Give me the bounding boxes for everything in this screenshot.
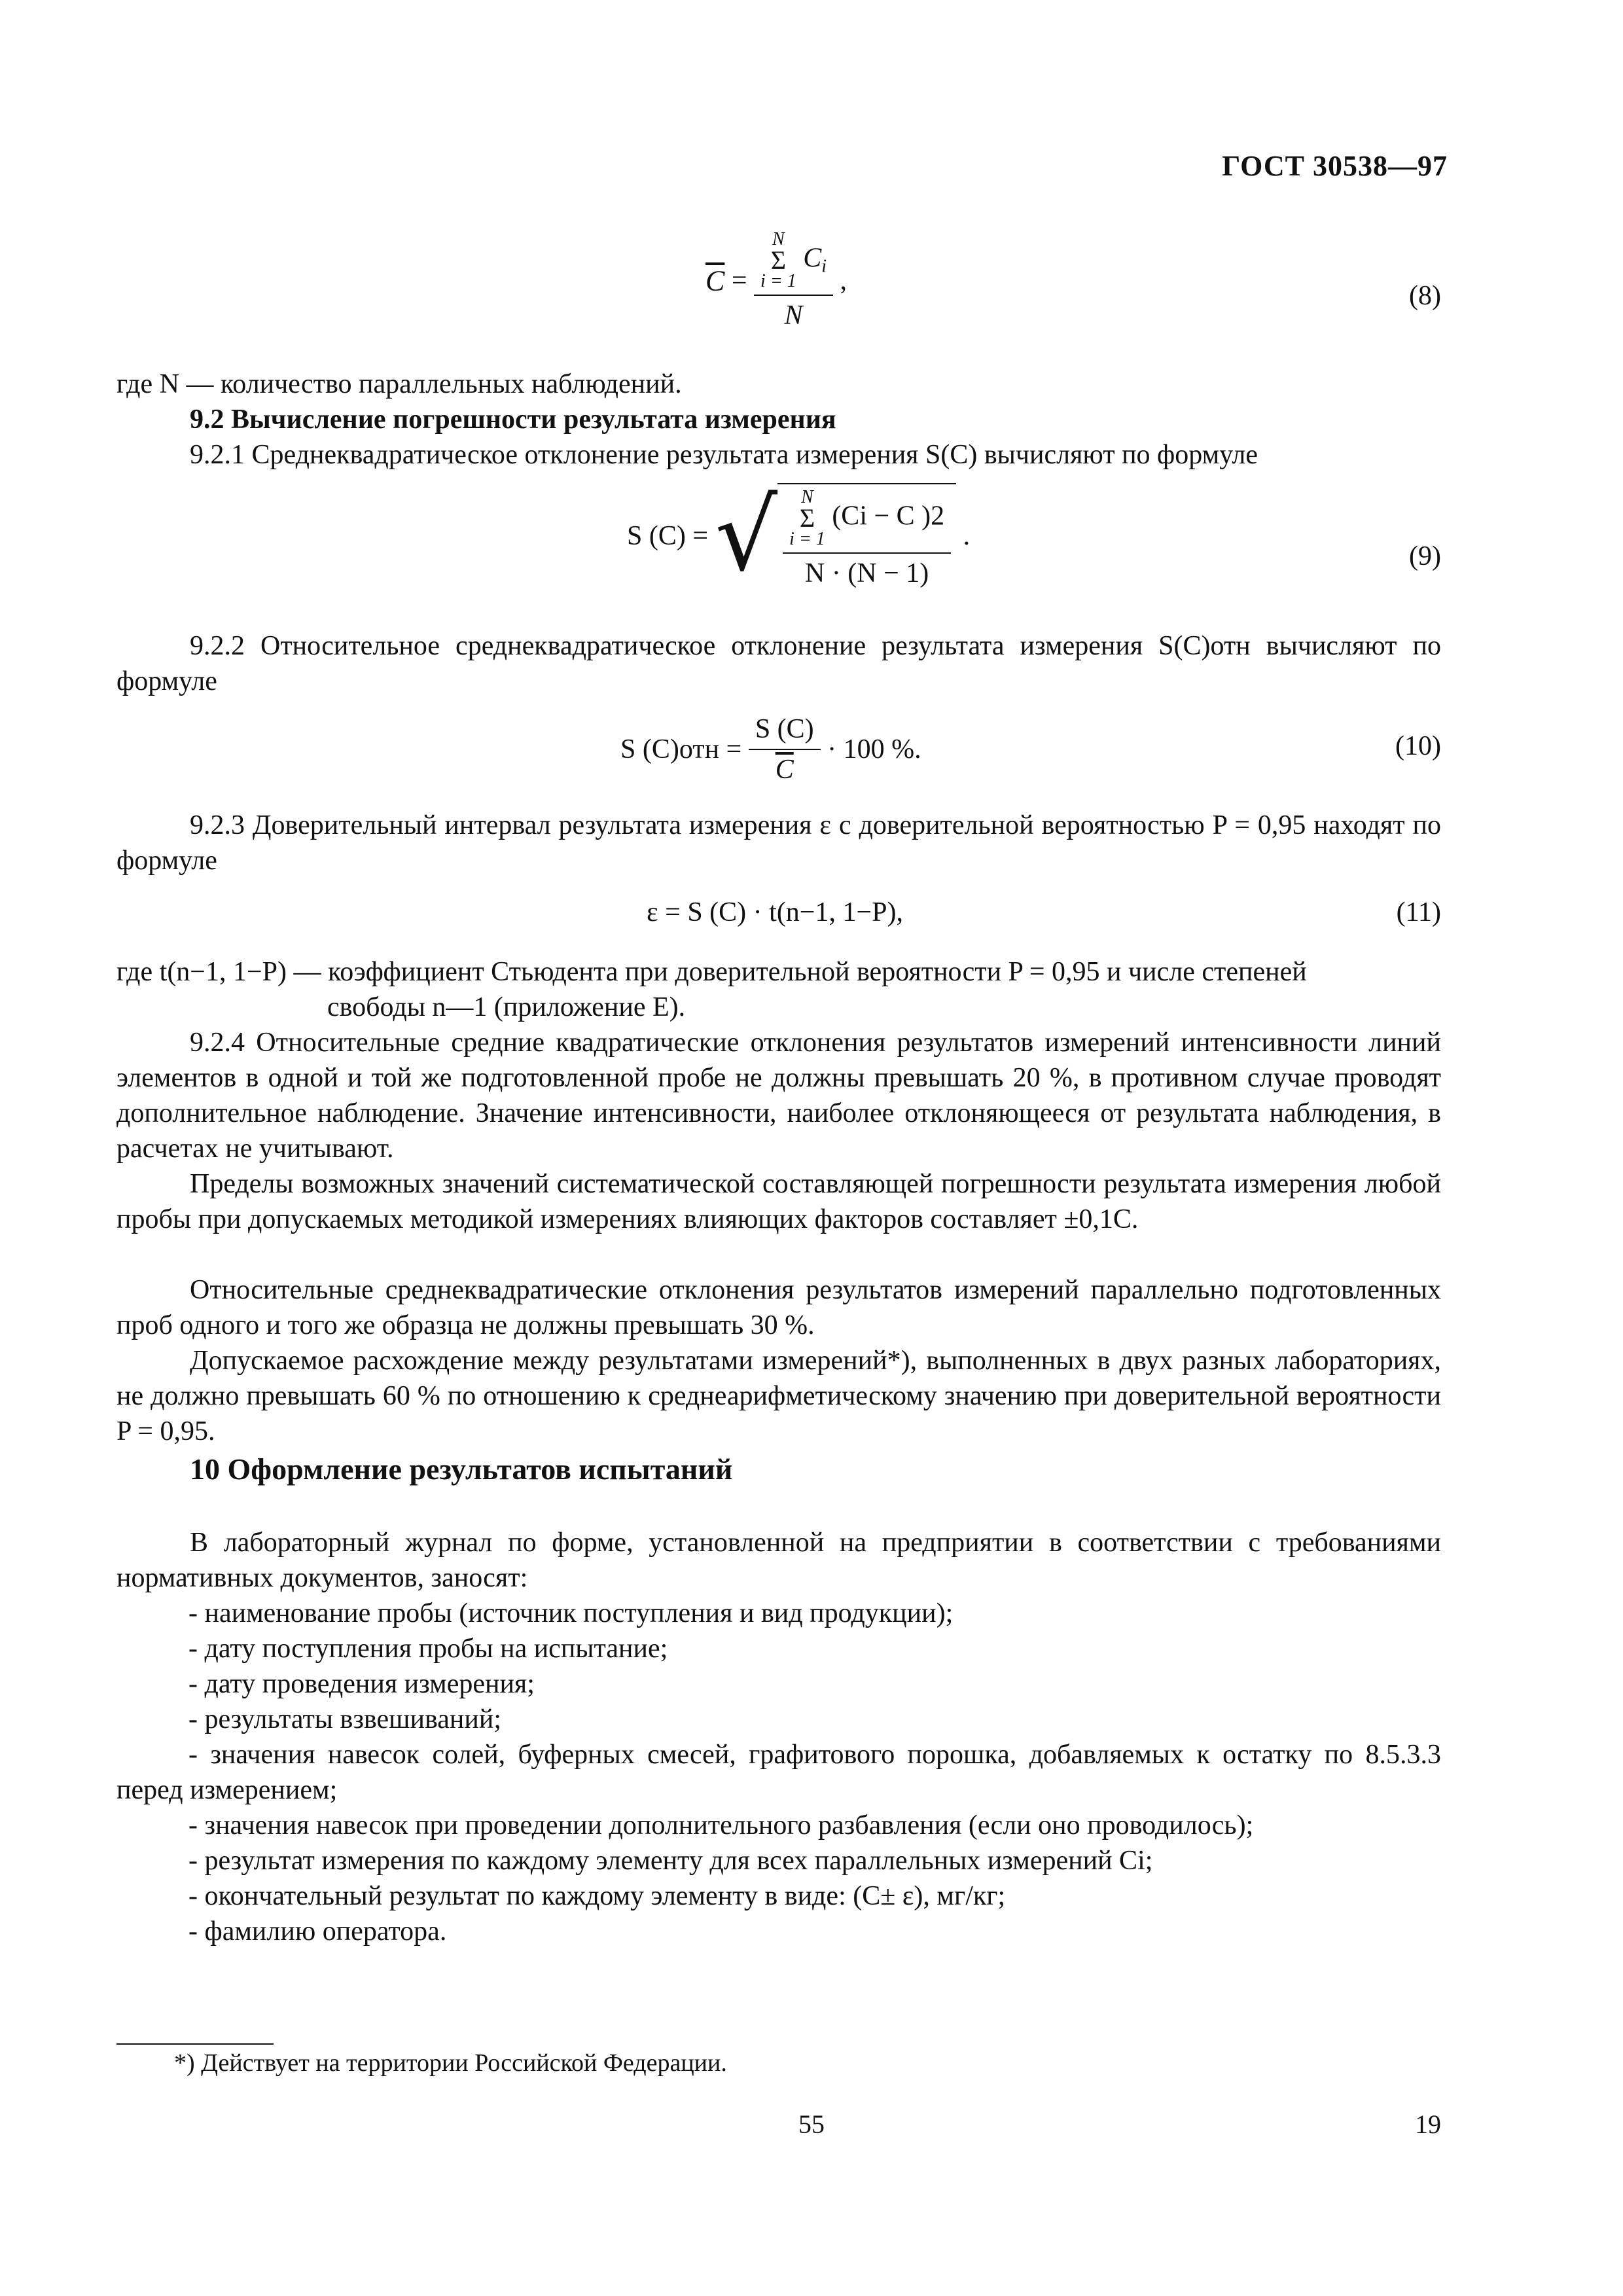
page-number-right: 19 <box>1415 2109 1441 2139</box>
list-item: - наименование пробы (источник поступления и вид продукции); <box>188 1598 954 1628</box>
paragraph-allowed-difference: Допускаемое расхождение между результатами измерений*), выполненных в двух разных лабораториях, не должно превышать 60 % по отношению к среднеарифметическому значению при доверительной вероятности P = 0,95. <box>116 1346 1441 1446</box>
sum-symbol: N Σ i = 1 <box>760 229 796 291</box>
equation-9: S (C) = √ N Σ i = 1 (Ci − C )2 N · (N − 1) . (9) <box>627 479 1441 593</box>
eq8-lhs: $\overline{C}$ <box>705 264 725 297</box>
equation-11: ε = S (C) · t(n−1, 1−P), (11) <box>647 897 1441 927</box>
equation-number: (9) <box>1409 541 1441 571</box>
page-number-center: 55 <box>798 2109 825 2139</box>
list-item: - значения навесок солей, буферных смесей, графитового порошка, добавляемых к остатку по 8.5.3.3 перед измерением; <box>116 1740 1441 1805</box>
document-header: ГОСТ 30538—97 <box>1222 150 1448 182</box>
equation-number: (11) <box>1396 897 1441 927</box>
list-item: - результаты взвешиваний; <box>188 1704 501 1734</box>
list-item: - дату поступления пробы на испытание; <box>188 1634 668 1664</box>
equation-number: (8) <box>1409 281 1441 311</box>
paragraph-where-t: где t(n−1, 1−P) — коэффициент Стьюдента при доверительной вероятности P = 0,95 и числе степеней <box>116 957 1307 987</box>
section-heading-9-2: 9.2 Вычисление погрешности результата измерения <box>190 404 836 435</box>
paragraph-where-t-continued: свободы n—1 (приложение Е). <box>327 992 686 1022</box>
eq8-fraction: N Σ i = 1 $C_i$ N <box>754 230 833 331</box>
equation-8: $\overline{C}$ = N Σ i = 1 $C_i$ N , (8) <box>705 229 1441 331</box>
paragraph-relative: Относительные среднеквадратические отклонения результатов измерений параллельно подготовленных проб одного и того же образца не должны превышать 30 %. <box>116 1275 1441 1340</box>
footnote-divider <box>116 2043 274 2045</box>
equation-number: (10) <box>1395 731 1441 761</box>
sum-symbol: N Σ i = 1 <box>789 487 825 549</box>
list-10 <box>116 1596 1441 1949</box>
paragraph-10: В лабораторный журнал по форме, установленной на предприятии в соответствии с требованиями нормативных документов, заносят: <box>116 1528 1441 1593</box>
list-item: - окончательный результат по каждому элементу в виде: (C± ε), мг/кг; <box>188 1881 1006 1911</box>
list-item: - дату проведения измерения; <box>188 1669 535 1699</box>
equation-10: S (C)отн = $\frac{S (C)}{C}$ · 100 %. (10) <box>620 714 1441 785</box>
footnote: *) Действует на территории Российской Федерации. <box>174 2049 727 2077</box>
section-heading-10: 10 Оформление результатов испытаний <box>190 1452 733 1486</box>
list-item: - результат измерения по каждому элементу для всех параллельных измерений Ci; <box>188 1846 1153 1876</box>
paragraph-9-2-4: 9.2.4 Относительные средние квадратические отклонения результатов измерений интенсивности линий элементов в одной и той же подготовленной пробе не должны превышать 20 %, в противном случае проводят дополнительное наблюдение. Значение интенсивности, наиболее отклоняющееся от результата наблюдения, в расчетах не учитывают. <box>116 1028 1441 1164</box>
list-item: - фамилию оператора. <box>188 1916 447 1946</box>
paragraph-9-2-1: 9.2.1 Среднеквадратическое отклонение результата измерения S(C) вычисляют по формуле <box>190 440 1258 470</box>
paragraph-9-2-3: 9.2.3 Доверительный интервал результата измерения ε с доверительной вероятностью P = 0,95 находят по формуле <box>116 810 1441 876</box>
sqrt-icon: √ <box>715 479 778 593</box>
paragraph-n: где N — количество параллельных наблюдений. <box>116 369 682 399</box>
paragraph-9-2-2: 9.2.2 Относительное среднеквадратическое отклонение результата измерения S(C)отн вычисляют по формуле <box>116 631 1441 696</box>
paragraph-limits: Пределы возможных значений систематической составляющей погрешности результата измерения любой пробы при допускаемых методикой измерениях влияющих факторов составляет ±0,1C. <box>116 1169 1441 1234</box>
list-item: - значения навесок при проведении дополнительного разбавления (если оно проводилось); <box>188 1810 1254 1840</box>
